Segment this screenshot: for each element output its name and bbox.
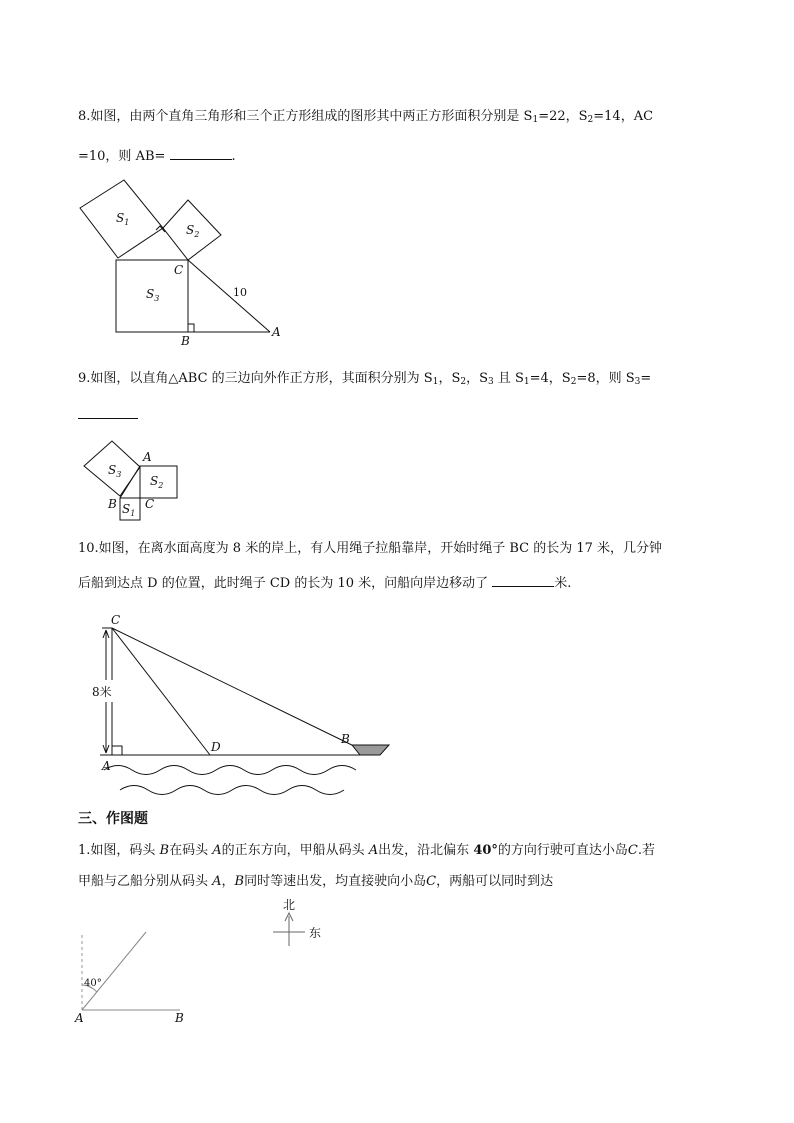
- svg-text:A: A: [143, 450, 152, 464]
- svg-text:S2: $S_2$: [186, 223, 200, 239]
- label-a: A: [272, 325, 281, 339]
- svg-text:B: B: [175, 1011, 184, 1025]
- question-8-line-2: =10，则 AB= .: [78, 145, 236, 166]
- length-label: 10: [233, 286, 247, 299]
- svg-text:C: C: [145, 497, 155, 511]
- svg-text:S1: $S_1$: [122, 502, 136, 518]
- svg-text:B: B: [108, 497, 117, 511]
- section-heading: 三、作图题: [78, 811, 148, 827]
- svg-text:北: 北: [283, 898, 296, 912]
- svg-text:S3: $S_3$: [146, 287, 160, 303]
- svg-text:40°: 40°: [84, 978, 102, 989]
- problem-1-line-1: 1.如图，码头 B在码头 A的正东方向，甲船从码头 A出发，沿北偏东 40°的方向行驶可直达小岛C.若: [78, 843, 656, 858]
- svg-text:A: A: [75, 1011, 84, 1025]
- problem-1-line-2: 甲船与乙船分别从码头 A，B同时等速出发，均直接驶向小岛C，两船可以同时到达: [78, 874, 554, 889]
- height-label: 8米: [92, 685, 112, 699]
- svg-text:B: B: [341, 732, 350, 746]
- question-10-line-2: 后船到达点 D 的位置，此时绳子 CD 的长为 10 米，问船向岸边移动了 米.: [78, 572, 571, 593]
- question-10-line-1: 10.如图，在离水面高度为 8 米的岸上，有人用绳子拉船靠岸，开始时绳子 BC 的长为 17 米，几分钟: [78, 541, 663, 556]
- path-ac: [82, 932, 146, 1010]
- svg-text:C: C: [111, 613, 121, 627]
- question-8-line-1: 8.如图，由两个直角三角形和三个正方形组成的图形其中两正方形面积分别是 $S_1=22$，$S_2=14$，AC: [78, 109, 654, 125]
- label-b: B: [181, 334, 190, 348]
- question-9-text: 9.如图，以直角△ABC 的三边向外作正方形，其面积分别为 $S_1$，$S_2$，$S_3$ 且 $S_1=4$，$S_2=8$，则 $S_3=$: [78, 371, 652, 387]
- svg-text:S3: $S_3$: [108, 463, 122, 479]
- svg-text:A: A: [102, 759, 111, 773]
- label-c: C: [174, 263, 184, 277]
- svg-text:东: 东: [309, 926, 322, 940]
- svg-text:S1: $S_1$: [116, 211, 130, 227]
- svg-text:S2: $S_2$: [150, 474, 164, 490]
- svg-text:D: D: [211, 740, 221, 754]
